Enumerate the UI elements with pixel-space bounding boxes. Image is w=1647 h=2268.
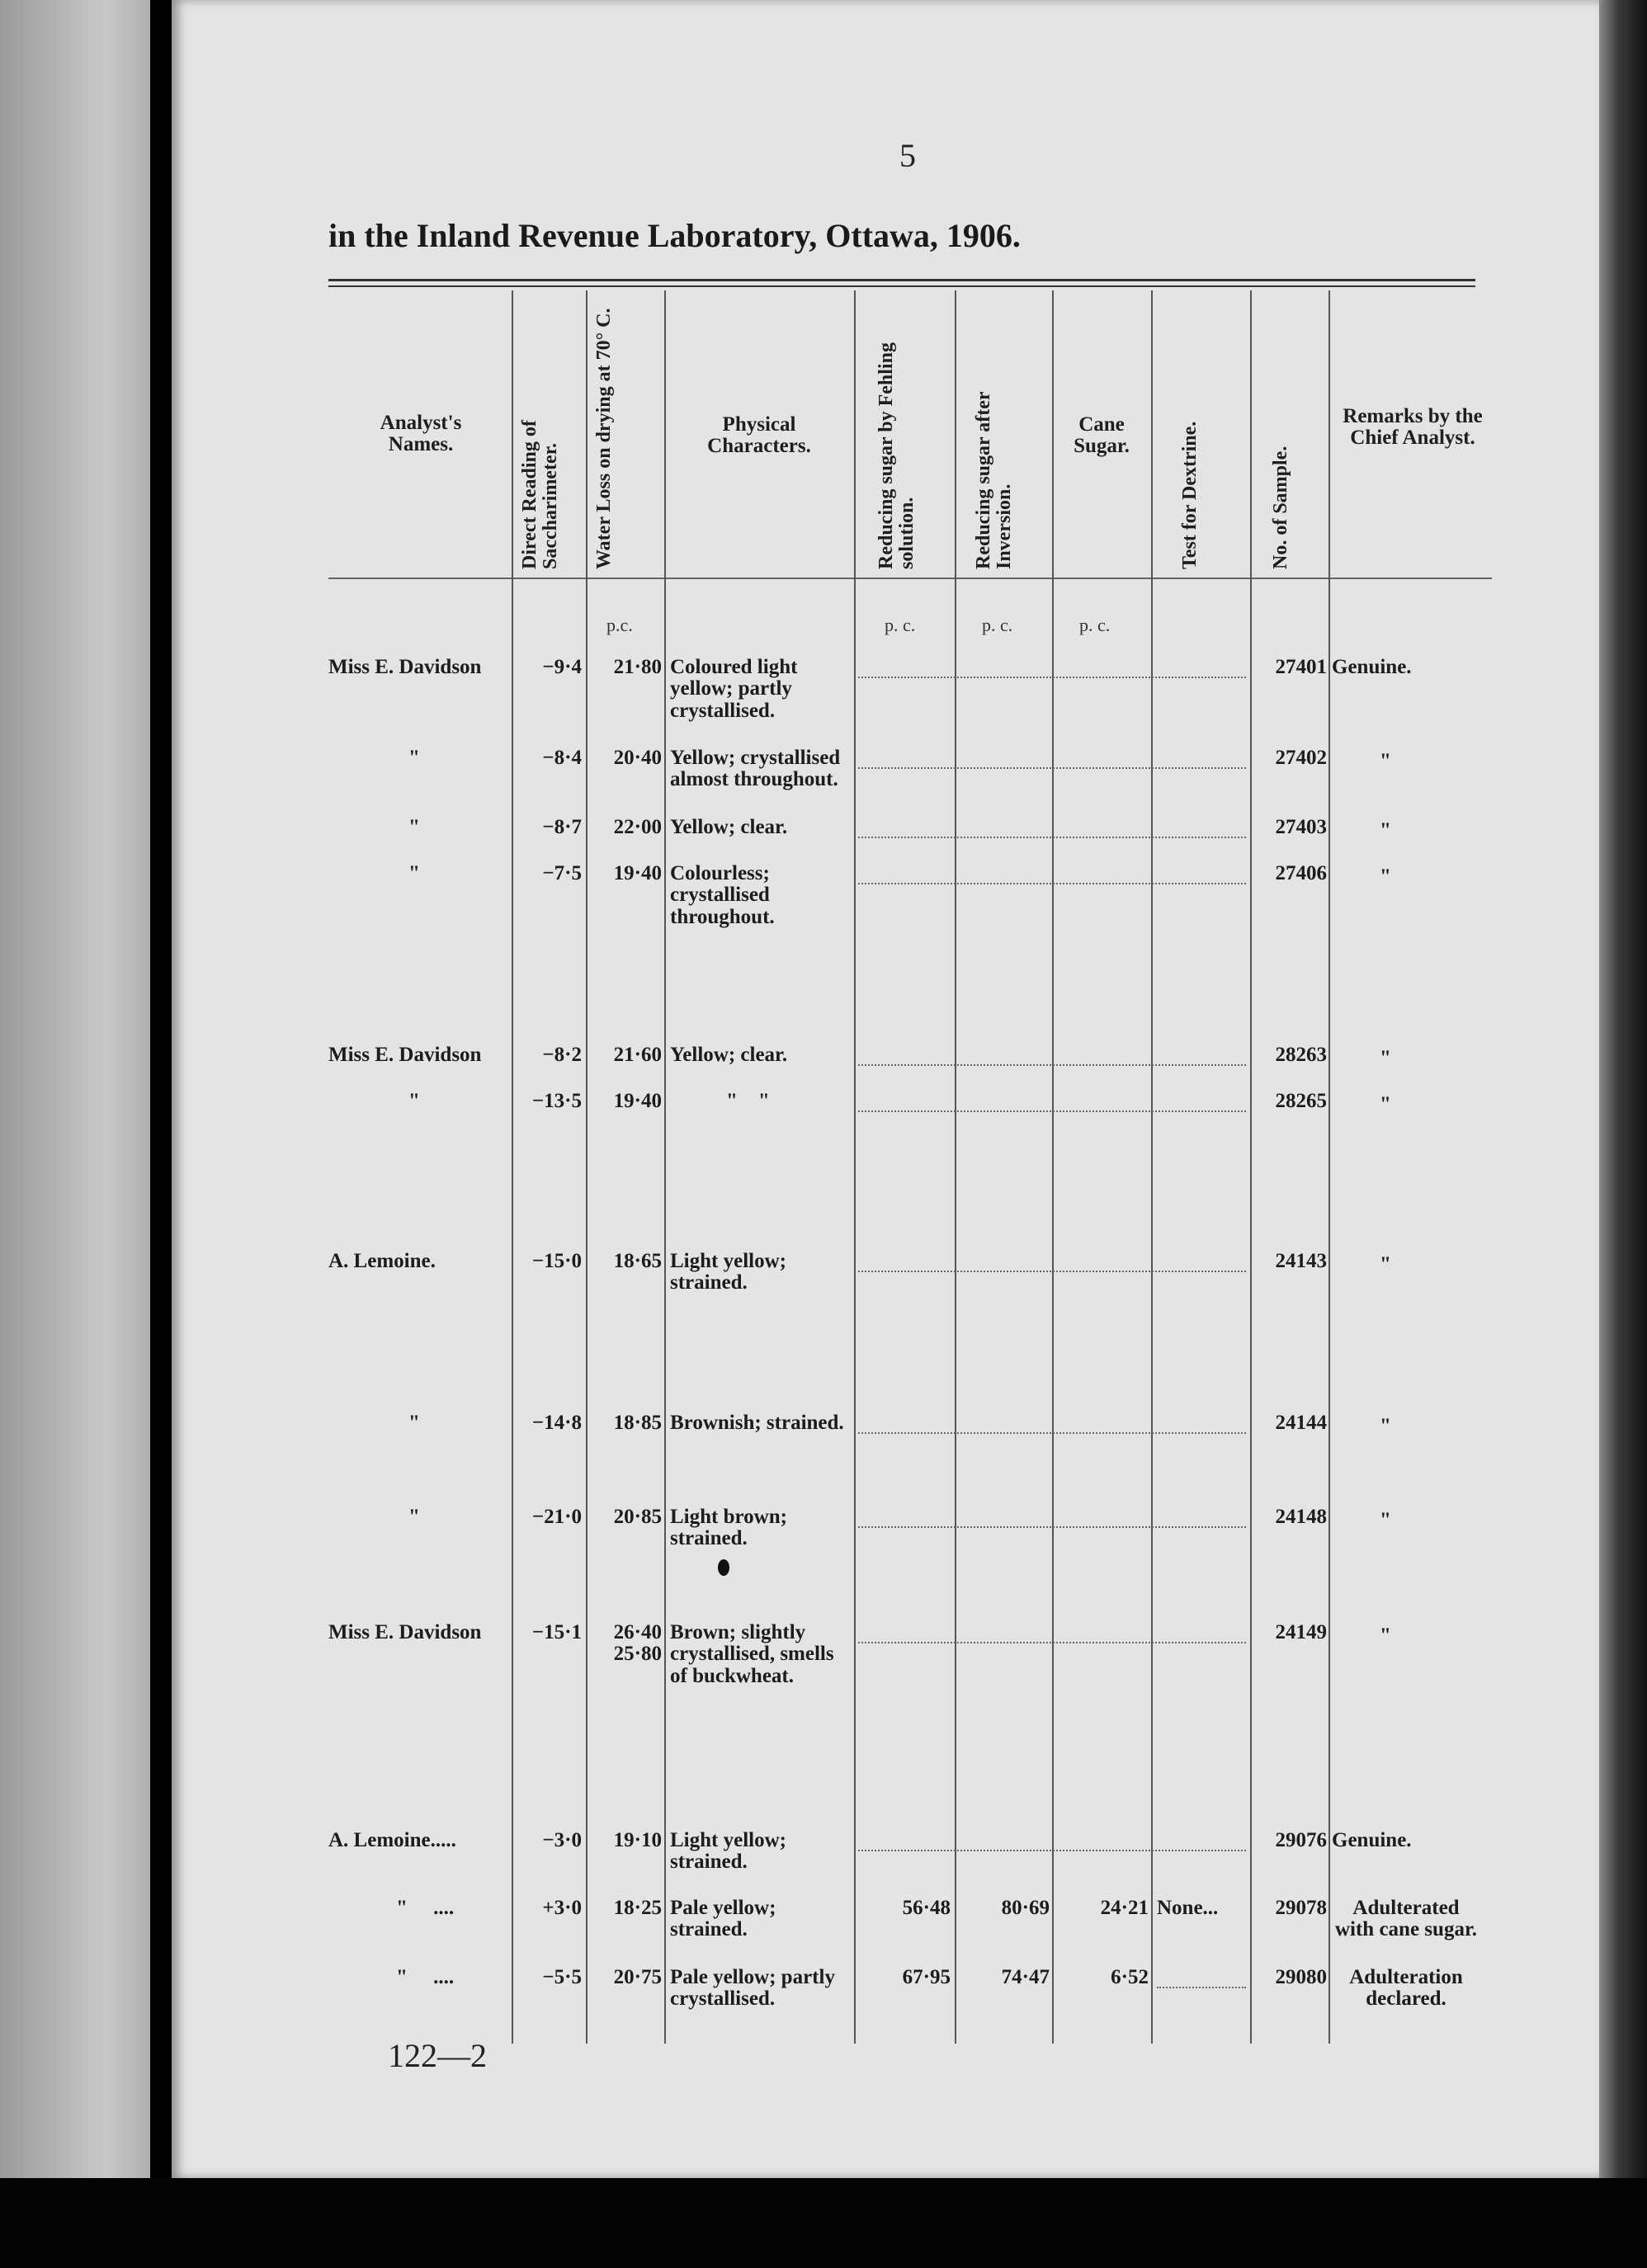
header-water-loss: Water Loss on drying at 70° C. <box>593 308 615 569</box>
row-0-remarks: Genuine. <box>1332 656 1412 678</box>
row-7-water: 18·85 <box>613 1412 662 1434</box>
row-6-leader-dots <box>858 1271 1246 1272</box>
row-11-remarks: Adulterated with cane sugar. <box>1334 1897 1477 1941</box>
row-8-analyst: " <box>408 1506 420 1528</box>
book-spine <box>150 0 172 2268</box>
row-1-sample: 27402 <box>1275 747 1327 769</box>
row-11-sample: 29078 <box>1275 1897 1327 1919</box>
row-12-cane: 6·52 <box>1111 1966 1149 1988</box>
row-2-remarks: " <box>1380 819 1391 842</box>
facing-page-edge <box>0 0 150 2219</box>
row-4-remarks: " <box>1380 1047 1391 1069</box>
row-2-water: 22·00 <box>613 816 662 838</box>
row-5-physical: " " <box>726 1090 770 1112</box>
row-0-water: 21·80 <box>613 656 662 678</box>
col-sep-1 <box>512 290 513 2044</box>
row-5-sample: 28265 <box>1275 1090 1327 1112</box>
row-4-physical: Yellow; clear. <box>670 1044 788 1066</box>
row-3-remarks: " <box>1380 865 1391 888</box>
unit-fehling: p. c. <box>885 615 916 635</box>
header-cane-sugar: Cane Sugar. <box>1074 413 1130 458</box>
col-sep-2 <box>586 290 588 2044</box>
row-11-fehling: 56·48 <box>902 1897 951 1919</box>
header-physical: Physical Characters. <box>707 413 811 458</box>
col-sep-8 <box>1250 290 1252 2044</box>
row-12-inversion: 74·47 <box>1001 1966 1050 1988</box>
page-number: 5 <box>899 137 916 174</box>
row-8-water: 20·85 <box>613 1506 662 1528</box>
row-11-saccharimeter: +3·0 <box>542 1897 582 1919</box>
row-5-water: 19·40 <box>613 1090 662 1112</box>
row-6-remarks: " <box>1380 1253 1391 1275</box>
row-6-saccharimeter: −15·0 <box>531 1250 582 1272</box>
row-9-leader-dots <box>858 1642 1246 1643</box>
unit-cane: p. c. <box>1079 615 1111 635</box>
row-0-leader-dots <box>858 677 1246 678</box>
row-5-analyst: " <box>408 1090 420 1112</box>
row-5-saccharimeter: −13·5 <box>531 1090 582 1112</box>
row-8-saccharimeter: −21·0 <box>531 1506 582 1528</box>
table-top-rule <box>328 279 1475 281</box>
row-9-remarks: " <box>1380 1624 1391 1647</box>
row-0-sample: 27401 <box>1275 656 1327 678</box>
row-12-physical: Pale yellow; partly crystallised. <box>670 1966 835 2011</box>
row-3-leader-dots <box>858 883 1246 884</box>
row-3-analyst: " <box>408 862 420 884</box>
row-10-saccharimeter: −3·0 <box>542 1829 582 1851</box>
page-title: in the Inland Revenue Laboratory, Ottawa, 1906. <box>328 217 1021 254</box>
row-1-saccharimeter: −8·4 <box>542 747 582 769</box>
row-6-water: 18·65 <box>613 1250 662 1272</box>
header-analyst: Analyst's Names. <box>380 412 462 456</box>
row-11-inversion: 80·69 <box>1001 1897 1050 1919</box>
col-sep-9 <box>1328 290 1330 2044</box>
row-10-leader-dots <box>858 1850 1246 1851</box>
row-2-sample: 27403 <box>1275 816 1327 838</box>
header-reducing-inversion: Reducing sugar after Inversion. <box>973 391 1016 569</box>
page-edge-shadow <box>1599 0 1647 2178</box>
row-3-physical: Colourless; crystallised throughout. <box>670 862 775 928</box>
row-7-saccharimeter: −14·8 <box>531 1412 582 1434</box>
row-3-water: 19·40 <box>613 862 662 884</box>
row-4-leader-dots <box>858 1064 1246 1066</box>
row-1-remarks: " <box>1380 750 1391 772</box>
row-6-physical: Light yellow; strained. <box>670 1250 786 1294</box>
row-10-analyst: A. Lemoine..... <box>328 1829 456 1851</box>
row-11-dextrine: None... <box>1157 1897 1219 1919</box>
row-7-remarks: " <box>1380 1415 1391 1437</box>
row-9-physical: Brown; slightly crystallised, smells of buckwheat. <box>670 1621 834 1687</box>
row-0-physical: Coloured light yellow; partly crystallised. <box>670 656 798 722</box>
header-dextrine: Test for Dextrine. <box>1179 421 1201 569</box>
ink-blot <box>718 1559 729 1576</box>
row-4-water: 21·60 <box>613 1044 662 1066</box>
row-6-analyst: A. Lemoine. <box>328 1250 436 1272</box>
row-2-physical: Yellow; clear. <box>670 816 788 838</box>
row-7-leader-dots <box>858 1432 1246 1434</box>
row-1-analyst: " <box>408 747 420 769</box>
row-9-analyst: Miss E. Davidson <box>328 1621 482 1643</box>
col-sep-3 <box>664 290 666 2044</box>
row-0-analyst: Miss E. Davidson <box>328 656 482 678</box>
header-bottom-rule <box>328 578 1492 579</box>
row-3-sample: 27406 <box>1275 862 1327 884</box>
col-sep-5 <box>955 290 956 2044</box>
col-sep-6 <box>1052 290 1054 2044</box>
row-0-saccharimeter: −9·4 <box>542 656 582 678</box>
row-7-sample: 24144 <box>1275 1412 1327 1434</box>
row-11-physical: Pale yellow; strained. <box>670 1897 776 1941</box>
row-8-sample: 24148 <box>1275 1506 1327 1528</box>
row-1-physical: Yellow; crystallised almost throughout. <box>670 747 841 791</box>
row-3-saccharimeter: −7·5 <box>542 862 582 884</box>
header-reducing-fehling: Reducing sugar by Fehling solution. <box>875 342 918 569</box>
col-sep-4 <box>854 290 856 2044</box>
row-8-leader-dots <box>858 1526 1246 1528</box>
row-12-remarks: Adulteration declared. <box>1349 1966 1463 2011</box>
row-9-saccharimeter: −15·1 <box>531 1621 582 1643</box>
row-6-sample: 24143 <box>1275 1250 1327 1272</box>
row-2-leader-dots <box>858 837 1246 838</box>
row-12-saccharimeter: −5·5 <box>542 1966 582 1988</box>
row-12-dextrine-dots <box>1157 1987 1246 1988</box>
header-remarks: Remarks by the Chief Analyst. <box>1343 405 1483 450</box>
row-12-fehling: 67·95 <box>902 1966 951 1988</box>
row-12-water: 20·75 <box>613 1966 662 1988</box>
row-11-water: 18·25 <box>613 1897 662 1919</box>
row-4-saccharimeter: −8·2 <box>542 1044 582 1066</box>
row-8-remarks: " <box>1380 1509 1391 1531</box>
row-2-analyst: " <box>408 816 420 838</box>
row-2-saccharimeter: −8·7 <box>542 816 582 838</box>
row-11-analyst: " .... <box>396 1897 455 1919</box>
row-5-remarks: " <box>1380 1093 1391 1115</box>
row-9-water: 26·40 25·80 <box>613 1621 662 1666</box>
table-top-rule-2 <box>328 285 1475 287</box>
col-sep-7 <box>1151 290 1153 2044</box>
row-10-physical: Light yellow; strained. <box>670 1829 786 1874</box>
row-10-water: 19·10 <box>613 1829 662 1851</box>
row-10-sample: 29076 <box>1275 1829 1327 1851</box>
unit-inversion: p. c. <box>982 615 1013 635</box>
header-sample-no: No. of Sample. <box>1270 446 1291 569</box>
row-1-water: 20·40 <box>613 747 662 769</box>
row-7-analyst: " <box>408 1412 420 1434</box>
row-4-analyst: Miss E. Davidson <box>328 1044 482 1066</box>
unit-water: p.c. <box>606 615 633 635</box>
row-8-physical: Light brown; strained. <box>670 1506 787 1550</box>
row-5-leader-dots <box>858 1110 1246 1112</box>
row-11-cane: 24·21 <box>1100 1897 1149 1919</box>
row-10-remarks: Genuine. <box>1332 1829 1412 1851</box>
row-12-sample: 29080 <box>1275 1966 1327 1988</box>
row-12-analyst: " .... <box>396 1966 455 1988</box>
row-9-sample: 24149 <box>1275 1621 1327 1643</box>
scan-bottom-band <box>0 2178 1647 2268</box>
row-4-sample: 28263 <box>1275 1044 1327 1066</box>
header-saccharimeter: Direct Reading of Saccharimeter. <box>519 420 562 569</box>
printer-signature-mark: 122—2 <box>388 2037 487 2074</box>
row-1-leader-dots <box>858 767 1246 769</box>
row-7-physical: Brownish; strained. <box>670 1412 844 1434</box>
